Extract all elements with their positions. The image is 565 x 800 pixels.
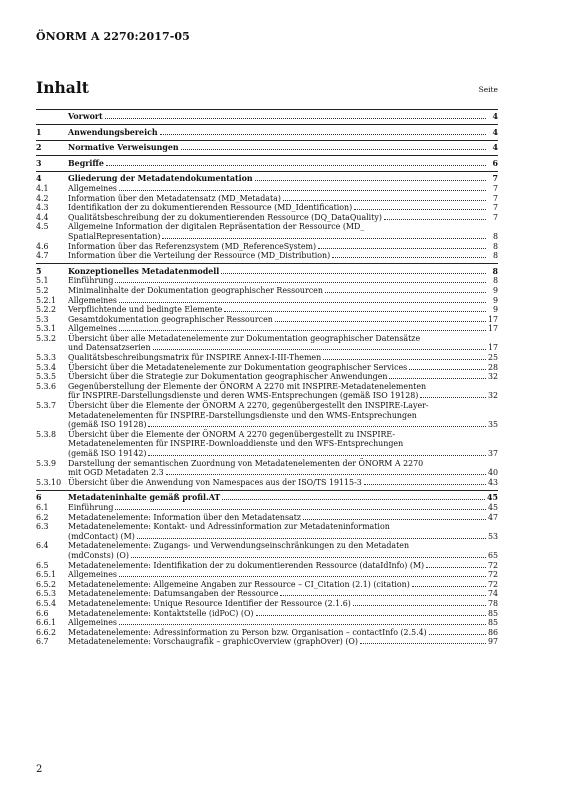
page-number: 2 — [36, 764, 43, 775]
toc-entry-title: Anwendungsbereich — [68, 127, 158, 137]
toc-entry-title: Information über die Verteilung der Ressource (MD_Distribution) — [68, 251, 331, 261]
toc-entry-body — [68, 159, 498, 169]
toc-entry[interactable] — [36, 459, 498, 478]
toc-entry-body — [68, 561, 498, 571]
toc-entry-page: 32 — [487, 391, 498, 401]
toc-entry-page: 28 — [487, 362, 498, 372]
toc-entry-number: 5.3.10 — [36, 477, 62, 487]
toc-entry-title: Qualitätsbeschreibungsmatrix für INSPIRE Annex-I-III-Themen — [68, 353, 322, 363]
toc-entry-title: Allgemeine Information der digitalen Repräsentation der Ressource (MD_ — [68, 222, 365, 232]
dot-leader — [162, 238, 486, 239]
dot-leader — [360, 643, 486, 644]
toc-entry-title: Begriffe — [68, 158, 104, 168]
page-column-label: Seite — [478, 85, 498, 94]
toc-entry-page: 85 — [487, 608, 498, 618]
toc-entry-number: 5.3.2 — [36, 333, 57, 343]
toc-entry[interactable] — [36, 203, 498, 213]
toc-entry-body — [68, 315, 498, 325]
toc-entry-body — [68, 459, 498, 478]
toc-entry-number: 6.5 — [36, 560, 49, 570]
toc-entry-body — [68, 618, 498, 628]
toc-entry-number: 5.2 — [36, 285, 49, 295]
toc-entry-line — [68, 468, 498, 478]
toc-entry-number: 2 — [36, 143, 42, 153]
toc-entry-title: Metadatenelemente: Vorschaugrafik – graphicOverview (graphOver) (O) — [68, 637, 358, 647]
toc-entry-title: Gesamtdokumentation geographischer Ressourcen — [68, 314, 273, 324]
dot-leader — [222, 499, 485, 500]
dot-leader — [148, 426, 486, 427]
toc-entry-title: Allgemeines — [68, 618, 117, 628]
toc-entry-number: 5.3.5 — [36, 372, 57, 382]
page-title: Inhalt — [36, 78, 89, 97]
toc-entry-page: 47 — [487, 512, 498, 522]
toc-entry-title: Metadatenelemente: Unique Resource Identifier der Ressource (2.1.6) — [68, 598, 351, 608]
toc-entry-page: 6 — [492, 158, 498, 168]
dot-leader — [137, 538, 486, 539]
toc-entry-number: 6.4 — [36, 541, 49, 551]
dot-leader — [409, 369, 486, 370]
toc-entry-title: Qualitätsbeschreibung der zu dokumentierenden Ressource (DQ_DataQuality) — [68, 212, 382, 222]
toc-entry-body — [68, 194, 498, 204]
toc-entry[interactable] — [36, 276, 498, 286]
dot-leader — [429, 634, 486, 635]
toc-entry-line — [68, 439, 498, 449]
toc-entry-title: Darstellung der semantischen Zuordnung von Metadatenelementen der ÖNORM A 2270 — [68, 458, 424, 468]
toc-entry-number: 5.3.6 — [36, 381, 57, 391]
toc-entry[interactable] — [36, 242, 498, 252]
dot-leader — [318, 248, 486, 249]
toc-entry-line — [68, 411, 498, 421]
section-divider — [36, 140, 498, 141]
toc-entry-body — [68, 305, 498, 315]
toc-entry-title-continued: (gemäß ISO 19142) — [68, 449, 147, 458]
toc-entry-title: Metadatenelemente: Allgemeine Angaben zur Ressource – CI_Citation (2.1) (citation) — [68, 579, 410, 589]
dot-leader — [323, 359, 486, 360]
toc-entry-number: 4.2 — [36, 193, 49, 203]
toc-entry-body — [68, 522, 498, 541]
toc-entry-number: 6.1 — [36, 502, 49, 512]
toc-entry[interactable] — [36, 628, 498, 638]
dot-leader — [426, 567, 486, 568]
dot-leader — [119, 330, 486, 331]
toc-entry-page: 37 — [487, 449, 498, 458]
dot-leader — [283, 200, 486, 201]
toc-entry-page: 8 — [492, 251, 498, 261]
toc-entry-title: Metadatenelemente: Identifikation der zu dokumentierenden Ressource (dataIdInfo) (M) — [68, 560, 425, 570]
toc-entry-number: 6.5.1 — [36, 570, 57, 580]
toc-entry-number: 5.3.3 — [36, 353, 57, 363]
dot-leader — [353, 605, 486, 606]
toc-entry-number: 5 — [36, 266, 42, 276]
toc-entry-number: 6.7 — [36, 637, 49, 647]
toc-entry-page: 4 — [492, 127, 498, 137]
toc-entry-number: 5.3.1 — [36, 324, 57, 334]
toc-entry-body — [68, 251, 498, 261]
toc-entry-title: Verpflichtende und bedingte Elemente — [68, 305, 223, 315]
toc-entry-title-continued: (gemäß ISO 19128) — [68, 420, 147, 430]
toc-entry-number: 6.6 — [36, 608, 49, 618]
toc-entry-title-continued: für INSPIRE-Darstellungsdienste und deren WMS-Entsprechungen (gemäß ISO 19128) — [68, 391, 419, 401]
toc-entry-body — [68, 628, 498, 638]
dot-leader — [119, 302, 486, 303]
toc-entry-title-continued: SpatialRepresentation) — [68, 231, 161, 241]
toc-entry-title: Übersicht über die Metadatenelemente zur Dokumentation geographischer Services — [68, 362, 408, 372]
toc-entry-number: 4.5 — [36, 222, 49, 232]
dot-leader — [325, 292, 486, 293]
toc-entry[interactable] — [36, 112, 498, 122]
toc-entry[interactable] — [36, 184, 498, 194]
toc-entry-title-continued: (mdConsts) (O) — [68, 550, 129, 560]
dot-leader — [384, 219, 486, 220]
toc-entry[interactable] — [36, 334, 498, 353]
toc-entry-body — [68, 570, 498, 580]
toc-entry-title-continued: und Datensatzserien — [68, 343, 151, 353]
dot-leader — [119, 624, 486, 625]
toc-entry[interactable] — [36, 286, 498, 296]
toc-entry[interactable] — [36, 324, 498, 334]
toc-entry-title: Vorwort — [68, 112, 103, 121]
toc-entry-title: Übersicht über alle Metadatenelemente zur Dokumentation geographischer Datensätze — [68, 333, 421, 343]
toc-entry-page: 85 — [487, 618, 498, 628]
toc-entry-title: Einführung — [68, 276, 114, 286]
toc-entry-page: 4 — [492, 112, 498, 121]
toc-entry-line — [68, 449, 498, 459]
toc-entry-number: 4.7 — [36, 251, 49, 261]
dot-leader — [131, 557, 486, 558]
toc-entry-page: 8 — [492, 276, 498, 286]
toc-entry-page: 25 — [487, 353, 498, 363]
toc-entry-page: 7 — [492, 203, 498, 213]
toc-entry-body — [68, 112, 498, 122]
toc-entry[interactable] — [36, 174, 498, 184]
dot-leader — [389, 378, 486, 379]
toc-entry-page: 8 — [492, 241, 498, 251]
toc-entry-title: Metadateninhalte gemäß profil.AT — [68, 493, 221, 503]
toc-entry-body — [68, 599, 498, 609]
toc-entry-number: 5.1 — [36, 276, 49, 286]
toc-entry[interactable] — [36, 580, 498, 590]
toc-entry-number: 6 — [36, 493, 42, 503]
document-header: ÖNORM A 2270:2017-05 — [36, 30, 190, 43]
toc-entry[interactable] — [36, 599, 498, 609]
toc-entry-body — [68, 430, 498, 459]
toc-entry[interactable] — [36, 267, 498, 277]
toc-entry-number: 5.3.7 — [36, 401, 57, 411]
toc-entry-number: 6.5.4 — [36, 598, 57, 608]
toc-entry-number: 4.6 — [36, 241, 49, 251]
toc-entry-page: 97 — [487, 637, 498, 647]
section-divider — [36, 171, 498, 172]
toc-entry-number: 5.3.8 — [36, 429, 57, 439]
toc-entry[interactable] — [36, 522, 498, 541]
toc-entry-title: Gliederung der Metadatendokumentation — [68, 174, 253, 184]
toc-entry-number: 5.3.9 — [36, 458, 57, 468]
toc-entry-page: 72 — [487, 579, 498, 589]
toc-entry-line — [68, 222, 498, 232]
dot-leader — [303, 519, 486, 520]
toc-entry[interactable] — [36, 513, 498, 523]
toc-entry-number: 6.5.2 — [36, 579, 57, 589]
toc-entry-line — [68, 232, 498, 242]
toc-entry-number: 4.4 — [36, 212, 49, 222]
toc-entry[interactable] — [36, 561, 498, 571]
dot-leader — [119, 190, 486, 191]
toc-entry-body — [68, 296, 498, 306]
toc-entry-title: Metadatenelemente: Information über den Metadatensatz — [68, 512, 302, 522]
toc-entry[interactable] — [36, 503, 498, 513]
toc-entry-number: 6.6.1 — [36, 618, 57, 628]
dot-leader — [105, 118, 486, 119]
dot-leader — [106, 165, 486, 166]
toc-entry-title-continued: (mdContact) (M) — [68, 531, 135, 541]
toc-entry-title: Information über das Referenzsystem (MD_ReferenceSystem) — [68, 241, 317, 251]
toc-entry-title: Minimalinhalte der Dokumentation geographischer Ressourcen — [68, 285, 323, 295]
toc-entry[interactable] — [36, 315, 498, 325]
toc-entry-body — [68, 493, 498, 503]
toc-entry-number: 4.3 — [36, 203, 49, 213]
toc-entry-title: Übersicht über die Anwendung von Namespaces aus der ISO/TS 19115-3 — [68, 477, 362, 487]
toc-entry-line — [68, 391, 498, 401]
toc-entry[interactable] — [36, 251, 498, 261]
toc-entry-title-continued: Metadatenelementen für INSPIRE-Downloaddienste und den WFS-Entsprechungen — [68, 439, 404, 449]
toc-entry-title: Einführung — [68, 502, 114, 512]
toc-entry-line — [68, 541, 498, 551]
toc-entry-page: 53 — [487, 531, 498, 541]
toc-entry-number: 3 — [36, 158, 42, 168]
toc-entry-page: 9 — [492, 305, 498, 315]
toc-entry-body — [68, 324, 498, 334]
toc-entry-title: Gegenüberstellung der Elemente der ÖNORM A 2270 mit INSPIRE-Metadatenelementen — [68, 381, 427, 391]
toc-entry[interactable] — [36, 637, 498, 647]
dot-leader — [332, 257, 486, 258]
toc-entry-page: 86 — [487, 627, 498, 637]
toc-entry-body — [68, 363, 498, 373]
toc-entry-title: Metadatenelemente: Datumsangaben der Ressource — [68, 589, 279, 599]
toc-entry-page: 7 — [492, 183, 498, 193]
toc-entry-body — [68, 213, 498, 223]
toc-entry[interactable] — [36, 609, 498, 619]
toc-entry-page: 9 — [492, 285, 498, 295]
dot-leader — [224, 311, 486, 312]
dot-leader — [166, 474, 486, 475]
toc-entry[interactable] — [36, 401, 498, 430]
toc-entry-title: Identifikation der zu dokumentierenden Ressource (MD_Identification) — [68, 203, 353, 213]
dot-leader — [420, 397, 486, 398]
toc-entry-body — [68, 334, 498, 353]
toc-entry[interactable] — [36, 618, 498, 628]
toc-entry-body — [68, 589, 498, 599]
toc-entry-page: 7 — [492, 193, 498, 203]
toc-entry-body — [68, 242, 498, 252]
toc-entry[interactable] — [36, 382, 498, 401]
toc-entry-body — [68, 143, 498, 153]
section-divider — [36, 263, 498, 264]
toc-entry-page: 4 — [492, 143, 498, 153]
toc-entry-title: Übersicht über die Elemente der ÖNORM A 2270, gegenübergestellt den INSPIRE-Layer- — [68, 401, 429, 411]
toc-entry-page: 78 — [487, 598, 498, 608]
toc-entry-body — [68, 128, 498, 138]
toc-entry-title: Metadatenelemente: Zugangs- und Verwendungseinschränkungen zu den Metadaten — [68, 541, 410, 551]
toc-entry-body — [68, 174, 498, 184]
toc-entry-page: 40 — [487, 468, 498, 478]
dot-leader — [275, 321, 486, 322]
toc-entry-page: 45 — [487, 493, 498, 503]
dot-leader — [153, 349, 486, 350]
toc-entry-body — [68, 382, 498, 401]
toc-entry-page: 17 — [487, 314, 498, 324]
toc-entry-title: Normative Verweisungen — [68, 143, 179, 153]
section-divider — [36, 155, 498, 156]
toc-entry-number: 5.2.1 — [36, 295, 57, 305]
toc-entry-line — [68, 522, 498, 532]
toc-entry-body — [68, 286, 498, 296]
toc-entry-page: 7 — [492, 174, 498, 184]
toc-entry-number: 4 — [36, 174, 42, 184]
toc-entry[interactable] — [36, 143, 498, 153]
toc-entry[interactable] — [36, 430, 498, 459]
dot-leader — [412, 586, 486, 587]
toc-entry-page: 8 — [492, 266, 498, 276]
toc-entry[interactable] — [36, 589, 498, 599]
toc-entry-body — [68, 609, 498, 619]
toc-entry-title: Übersicht über die Strategie zur Dokumentation geographischer Anwendungen — [68, 372, 388, 382]
toc-entry[interactable] — [36, 372, 498, 382]
toc-entry[interactable] — [36, 213, 498, 223]
toc-entry-title-continued: Metadatenelementen für INSPIRE-Darstellungsdienste und den WMS-Entsprechungen — [68, 410, 417, 420]
toc-entry-line — [68, 382, 498, 392]
dot-leader — [181, 149, 486, 150]
toc-entry-title: Metadatenelemente: Kontakt- und Adressinformation zur Metadateninformation — [68, 522, 390, 532]
section-divider — [36, 490, 498, 491]
dot-leader — [160, 134, 486, 135]
section-divider — [36, 109, 498, 110]
toc-entry-title-continued: mit OGD Metadaten 2.3 — [68, 468, 164, 478]
toc-entry-body — [68, 203, 498, 213]
toc-entry-page: 35 — [487, 420, 498, 430]
toc-entry-number: 5.3 — [36, 314, 49, 324]
toc-entry-page: 9 — [492, 295, 498, 305]
toc-entry[interactable] — [36, 363, 498, 373]
toc-entry-page: 65 — [487, 550, 498, 560]
toc-entry-line — [68, 420, 498, 430]
toc-entry-number: 1 — [36, 127, 42, 137]
table-of-contents — [36, 106, 498, 647]
toc-entry[interactable] — [36, 296, 498, 306]
toc-entry-body — [68, 276, 498, 286]
toc-entry-number: 6.6.2 — [36, 627, 57, 637]
toc-entry-page: 43 — [487, 477, 498, 487]
toc-entry-body — [68, 267, 498, 277]
toc-entry-body — [68, 353, 498, 363]
dot-leader — [221, 273, 486, 274]
dot-leader — [148, 455, 486, 456]
toc-entry-body — [68, 580, 498, 590]
toc-entry-line — [68, 401, 498, 411]
toc-entry-number: 5.2.2 — [36, 305, 57, 315]
toc-entry-number: 5.3.4 — [36, 362, 57, 372]
toc-entry-body — [68, 513, 498, 523]
toc-entry-number: 6.2 — [36, 512, 49, 522]
toc-entry-line — [68, 459, 498, 469]
toc-entry-page: 72 — [487, 570, 498, 580]
toc-entry-body — [68, 184, 498, 194]
toc-entry[interactable] — [36, 541, 498, 560]
dot-leader — [364, 484, 486, 485]
toc-entry[interactable] — [36, 493, 498, 503]
toc-entry-page: 32 — [487, 372, 498, 382]
toc-entry-line — [68, 532, 498, 542]
toc-entry-body — [68, 222, 498, 241]
toc-entry[interactable] — [36, 353, 498, 363]
toc-entry[interactable] — [36, 194, 498, 204]
dot-leader — [115, 509, 486, 510]
toc-entry[interactable] — [36, 478, 498, 488]
dot-leader — [280, 595, 485, 596]
toc-entry-page: 45 — [487, 502, 498, 512]
dot-leader — [119, 576, 486, 577]
toc-entry[interactable] — [36, 222, 498, 241]
section-divider — [36, 124, 498, 125]
toc-entry-page: 17 — [487, 324, 498, 334]
toc-entry-title: Allgemeines — [68, 324, 117, 334]
toc-entry-title: Allgemeines — [68, 295, 117, 305]
toc-entry-title: Metadatenelemente: Adressinformation zu Person bzw. Organisation – contactInfo (2.5.4) — [68, 627, 427, 637]
dot-leader — [255, 180, 486, 181]
toc-entry-body — [68, 478, 498, 488]
toc-entry-line — [68, 343, 498, 353]
dot-leader — [115, 282, 486, 283]
toc-entry-body — [68, 401, 498, 430]
toc-entry-page: 74 — [487, 589, 498, 599]
toc-entry-title: Metadatenelemente: Kontaktstelle (idPoC) (O) — [68, 608, 254, 618]
toc-entry-title: Konzeptionelles Metadatenmodell — [68, 266, 220, 276]
toc-entry-title: Allgemeines — [68, 183, 117, 193]
dot-leader — [354, 209, 486, 210]
toc-entry-line — [68, 334, 498, 344]
toc-entry-number: 4.1 — [36, 183, 49, 193]
toc-entry-line — [68, 551, 498, 561]
toc-entry-number: 6.5.3 — [36, 589, 57, 599]
toc-entry-page: 72 — [487, 560, 498, 570]
toc-entry-body — [68, 372, 498, 382]
toc-entry-title: Information über den Metadatensatz (MD_Metadata) — [68, 193, 281, 203]
dot-leader — [256, 615, 486, 616]
toc-entry-line — [68, 430, 498, 440]
toc-entry-title: Übersicht über die Elemente der ÖNORM A 2270 gegenübergestellt zu INSPIRE- — [68, 429, 395, 439]
toc-entry-number: 6.3 — [36, 522, 49, 532]
toc-entry[interactable] — [36, 159, 498, 169]
toc-entry[interactable] — [36, 570, 498, 580]
toc-entry-title: Allgemeines — [68, 570, 117, 580]
toc-entry-page: 17 — [487, 343, 498, 353]
toc-entry-page: 7 — [492, 212, 498, 222]
toc-entry-page: 8 — [492, 231, 498, 241]
toc-entry-body — [68, 541, 498, 560]
toc-entry-body — [68, 503, 498, 513]
toc-entry-body — [68, 637, 498, 647]
toc-entry[interactable] — [36, 128, 498, 138]
toc-entry[interactable] — [36, 305, 498, 315]
